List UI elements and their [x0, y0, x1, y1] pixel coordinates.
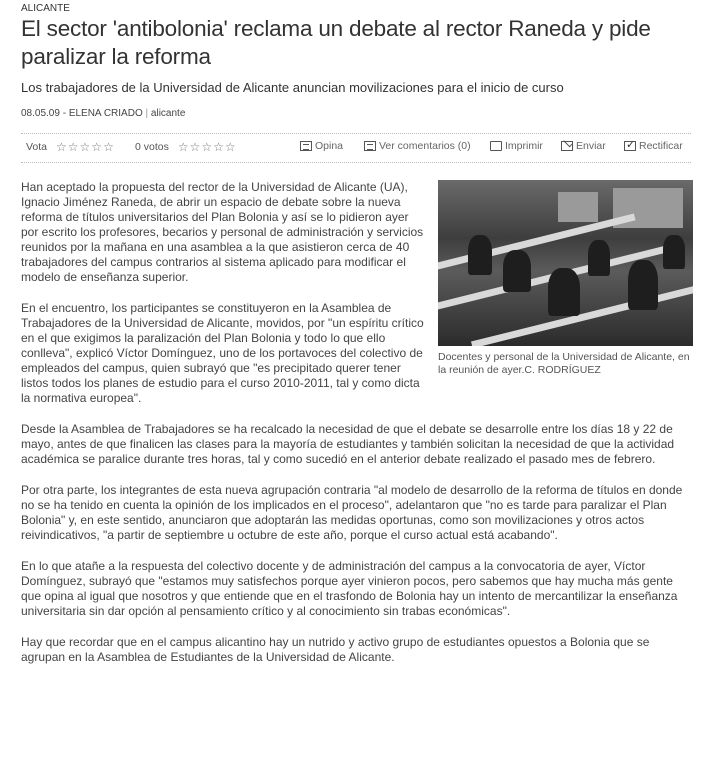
- subheadline: Los trabajadores de la Universidad de Alicante anuncian movilizaciones para el inicio de curso: [21, 80, 564, 95]
- paragraph: Desde la Asamblea de Trabajadores se ha recalcado la necesidad de que el debate se desarrolle entre los días 18 y 22 de mayo, antes de que finalicen las clases para la mayoría de estudiantes y también solicitan la necesidad de que la actividad académica se paralice durante tres horas, tal y como sucedió en el anterior debate realizado el pasado mes de febrero.: [21, 422, 675, 466]
- section-label[interactable]: ALICANTE: [21, 3, 70, 14]
- byline: [21, 108, 185, 119]
- rectify-button[interactable]: [624, 140, 683, 152]
- headline: El sector 'antibolonia' reclama un debate al rector Raneda y pide paralizar la reforma: [21, 16, 651, 69]
- vote-widget: [26, 140, 115, 154]
- comments-button[interactable]: [364, 140, 471, 152]
- opine-label: Opina: [315, 140, 344, 152]
- rectify-label: Rectificar: [639, 140, 683, 152]
- send-button[interactable]: [561, 140, 606, 152]
- print-label: Imprimir: [505, 140, 543, 152]
- article-body: [21, 180, 693, 681]
- votes-count: 0 votos: [135, 141, 169, 153]
- envelope-icon: [561, 141, 573, 151]
- rectify-icon: [624, 141, 636, 151]
- byline-separator: |: [145, 108, 149, 119]
- rating-stars-icon: ☆☆☆☆☆: [177, 140, 237, 154]
- vote-label: Vota: [26, 141, 48, 153]
- paragraph: Por otra parte, los integrantes de esta nueva agrupación contraria "al modelo de desarrollo de la reforma de títulos en donde no se ha tenido en cuenta la opinión de los implicados en el proceso", adelantaron que "no es tarde para paralizar el Plan Bolonia" y, en este sentido, anunciaron que adoptarán las medidas oportunas, como son movilizaciones y otros actos reivindicativos, "a partir de septiembre u octubre de este año, porque el curso actual está acabando".: [21, 483, 683, 542]
- send-label: Enviar: [576, 140, 606, 152]
- article-photo: [438, 180, 693, 346]
- article-toolbar: [21, 133, 691, 163]
- print-button[interactable]: [490, 140, 543, 152]
- tag-link[interactable]: alicante: [150, 108, 186, 119]
- opine-icon: [300, 141, 312, 151]
- print-icon: [490, 141, 502, 151]
- comments-label: Ver comentarios (0): [379, 140, 471, 152]
- opine-button[interactable]: [300, 140, 343, 152]
- paragraph: Hay que recordar que en el campus alicantino hay un nutrido y activo grupo de estudiantes opuestos a Bolonia que se agrupan en la Asamblea de Estudiantes de la Universidad de Alicante.: [21, 635, 650, 664]
- article-figure: [438, 180, 693, 377]
- photo-caption: Docentes y personal de la Universidad de Alicante, en la reunión de ayer.C. RODRÍGUEZ: [438, 351, 690, 376]
- vote-stars-icon[interactable]: ☆☆☆☆☆: [56, 140, 115, 154]
- paragraph: En el encuentro, los participantes se constituyeron en la Asamblea de Trabajadores de la Universidad de Alicante, movidos, por "un espíritu crítico en el que exigimos la paralización del Plan Bolonia y todo lo que ello conlleva", explicó Víctor Domínguez, uno de los portavoces del colectivo de empleados del campus, quien subrayó que "es precipitado querer tener listos todos los planes de estudio para el curso 2010-2011, tal y como dicta la normativa europea".: [21, 301, 424, 405]
- rating-widget: [135, 140, 237, 154]
- paragraph: Han aceptado la propuesta del rector de la Universidad de Alicante (UA), Ignacio Jiménez Raneda, de abrir un espacio de debate sobre la nueva reforma de títulos universitarios del Plan Bolonia y así se lo pidieron ayer por escrito los profesores, becarios y personal de administración y servicios reunidos por la mañana en una asamblea a la que asistieron cerca de 40 trabajadores del campus contrarios al sistema aplicado para modificar el modelo de enseñanza superior.: [21, 180, 424, 284]
- paragraph: En lo que atañe a la respuesta del colectivo docente y de administración del campus a la convocatoria de ayer, Víctor Domínguez, subrayó que "estamos muy satisfechos porque ayer vinieron pocos, pero sabemos que hay mucha más gente que opina al igual que nosotros y que entiende que en el trasfondo de Bolonia hay un intento de mercantilizar la enseñanza universitaria sin dar opción al pensamiento crítico y al conocimiento sin trabas económicas".: [21, 559, 678, 618]
- comments-icon: [364, 141, 376, 151]
- date-author: 08.05.09 - ELENA CRIADO: [21, 108, 143, 119]
